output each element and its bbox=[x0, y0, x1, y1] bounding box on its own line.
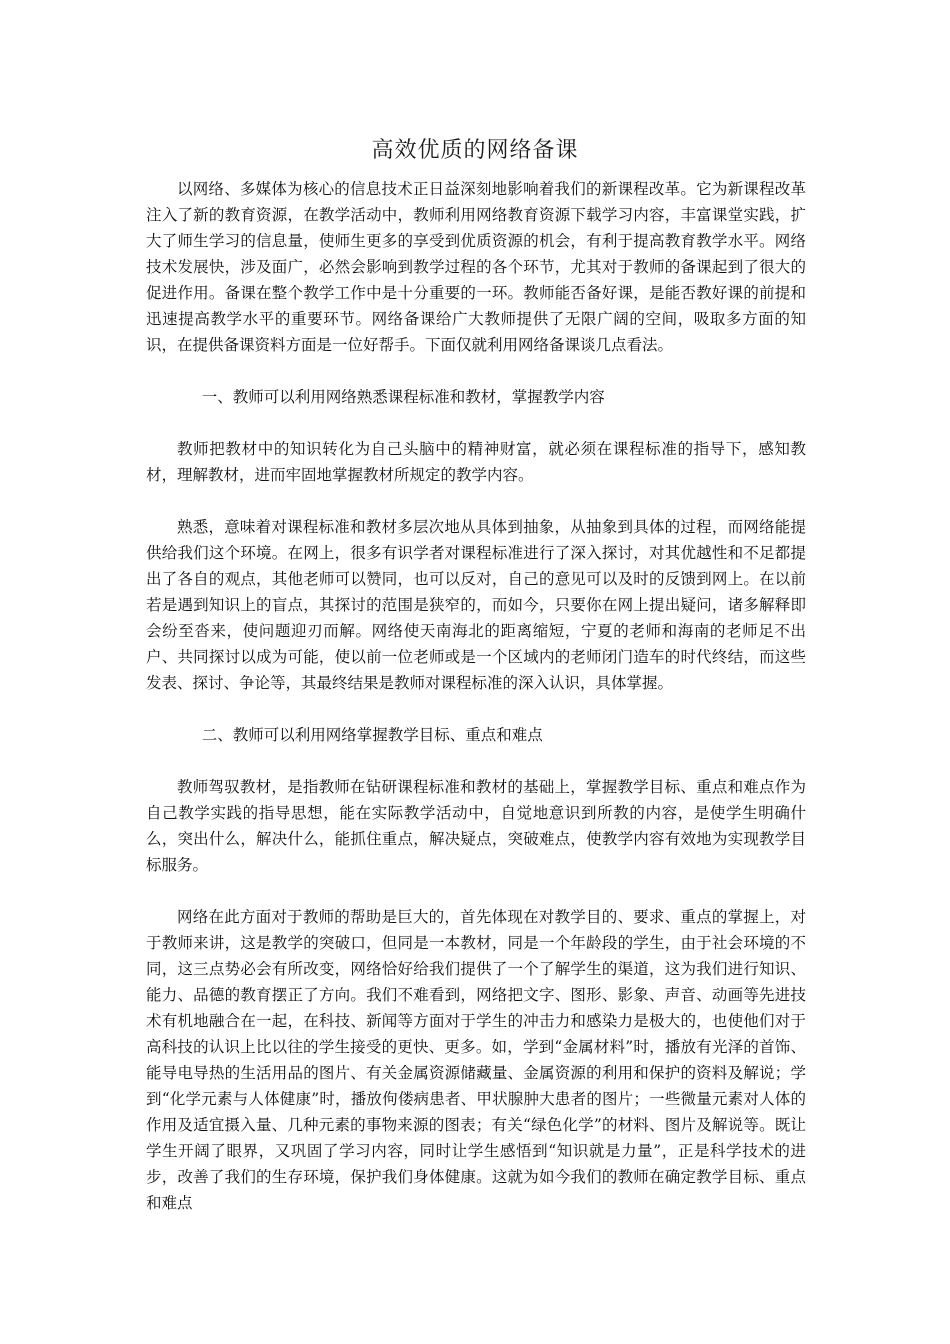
paragraph: 网络在此方面对于教师的帮助是巨大的，首先体现在对教学目的、要求、重点的掌握上，对于教师来讲，这是教学的突破口，但同是一本教材，同是一个年龄段的学生，由于社会环境的不同，这三点势必会有所改变，网络恰好给我们提供了一个了解学生的渠道，这为我们进行知识、能力、品德的教育摆正了方向。我们不难看到，网络把文字、图形、影象、声音、动画等先进技术有机地融合在一起，在科技、新闻等方面对于学生的冲击力和感染力是极大的，也使他们对于高科技的认识上比以往的学生接受的更快、更多。如，学到“金属材料”时，播放有光泽的首饰、能导电导热的生活用品的图片、有关金属资源储藏量、金属资源的利用和保护的资料及解说；学到“化学元素与人体健康”时，播放佝偻病患者、甲状腺肿大患者的图片；一些微量元素对人体的作用及适宜摄入量、几种元素的事物来源的图表；有关“绿色化学”的材料、图片及解说等。既让学生开阔了眼界，又巩固了学习内容，同时让学生感悟到“知识就是力量”，正是科学技术的进步，改善了我们的生存环境，保护我们身体健康。这就为如今我们的教师在确定教学目标、重点和难点 bbox=[146, 908, 806, 1212]
document-title: 高效优质的网络备课 bbox=[371, 138, 579, 163]
paragraph: 教师把教材中的知识转化为自己头脑中的精神财富，就必须在课程标准的指导下，感知教材，理解教材，进而牢固地掌握教材所规定的教学内容。 bbox=[146, 440, 806, 484]
section-heading-1: 一、教师可以利用网络熟悉课程标准和教材，掌握教学内容 bbox=[201, 388, 605, 406]
paragraph: 熟悉，意味着对课程标准和教材多层次地从具体到抽象，从抽象到具体的过程，而网络能提供给我们这个环境。在网上，很多有识学者对课程标准进行了深入探讨，对其优越性和不足都提出了各自的观点，其他老师可以赞同，也可以反对，自己的意见可以及时的反馈到网上。在以前若是遇到知识上的盲点，其探讨的范围是狭窄的，而如今，只要你在网上提出疑问，诸多解释即会纷至沓来，使问题迎刃而解。网络使天南海北的距离缩短，宁夏的老师和海南的老师足不出户、共同探讨以成为可能，使以前一位老师或是一个区域内的老师闭门造车的时代终结，而这些发表、探讨、争论等，其最终结果是教师对课程标准的深入认识，具体掌握。 bbox=[146, 518, 806, 692]
document-body bbox=[146, 176, 806, 1242]
section-heading-2: 二、教师可以利用网络掌握教学目标、重点和难点 bbox=[201, 726, 543, 744]
paragraph: 教师驾驭教材，是指教师在钻研课程标准和教材的基础上，掌握教学目标、重点和难点作为自己教学实践的指导思想，能在实际教学活动中，自觉地意识到所教的内容，是使学生明确什么，突出什么，解决什么，能抓住重点，解决疑点，突破难点，使教学内容有效地为实现教学目标服务。 bbox=[146, 778, 806, 874]
paragraph-intro: 以网络、多媒体为核心的信息技术正日益深刻地影响着我们的新课程改革。它为新课程改革注入了新的教育资源，在教学活动中，教师利用网络教育资源下载学习内容，丰富课堂实践，扩大了师生学习的信息量，使师生更多的享受到优质资源的机会，有利于提高教育教学水平。网络技术发展快，涉及面广，必然会影响到教学过程的各个环节，尤其对于教师的备课起到了很大的促进作用。备课在整个教学工作中是十分重要的一环。教师能否备好课，是能否教好课的前提和迅速提高教学水平的重要环节。网络备课给广大教师提供了无限广阔的空间，吸取多方面的知识，在提供备课资料方面是一位好帮手。下面仅就利用网络备课谈几点看法。 bbox=[146, 180, 806, 354]
